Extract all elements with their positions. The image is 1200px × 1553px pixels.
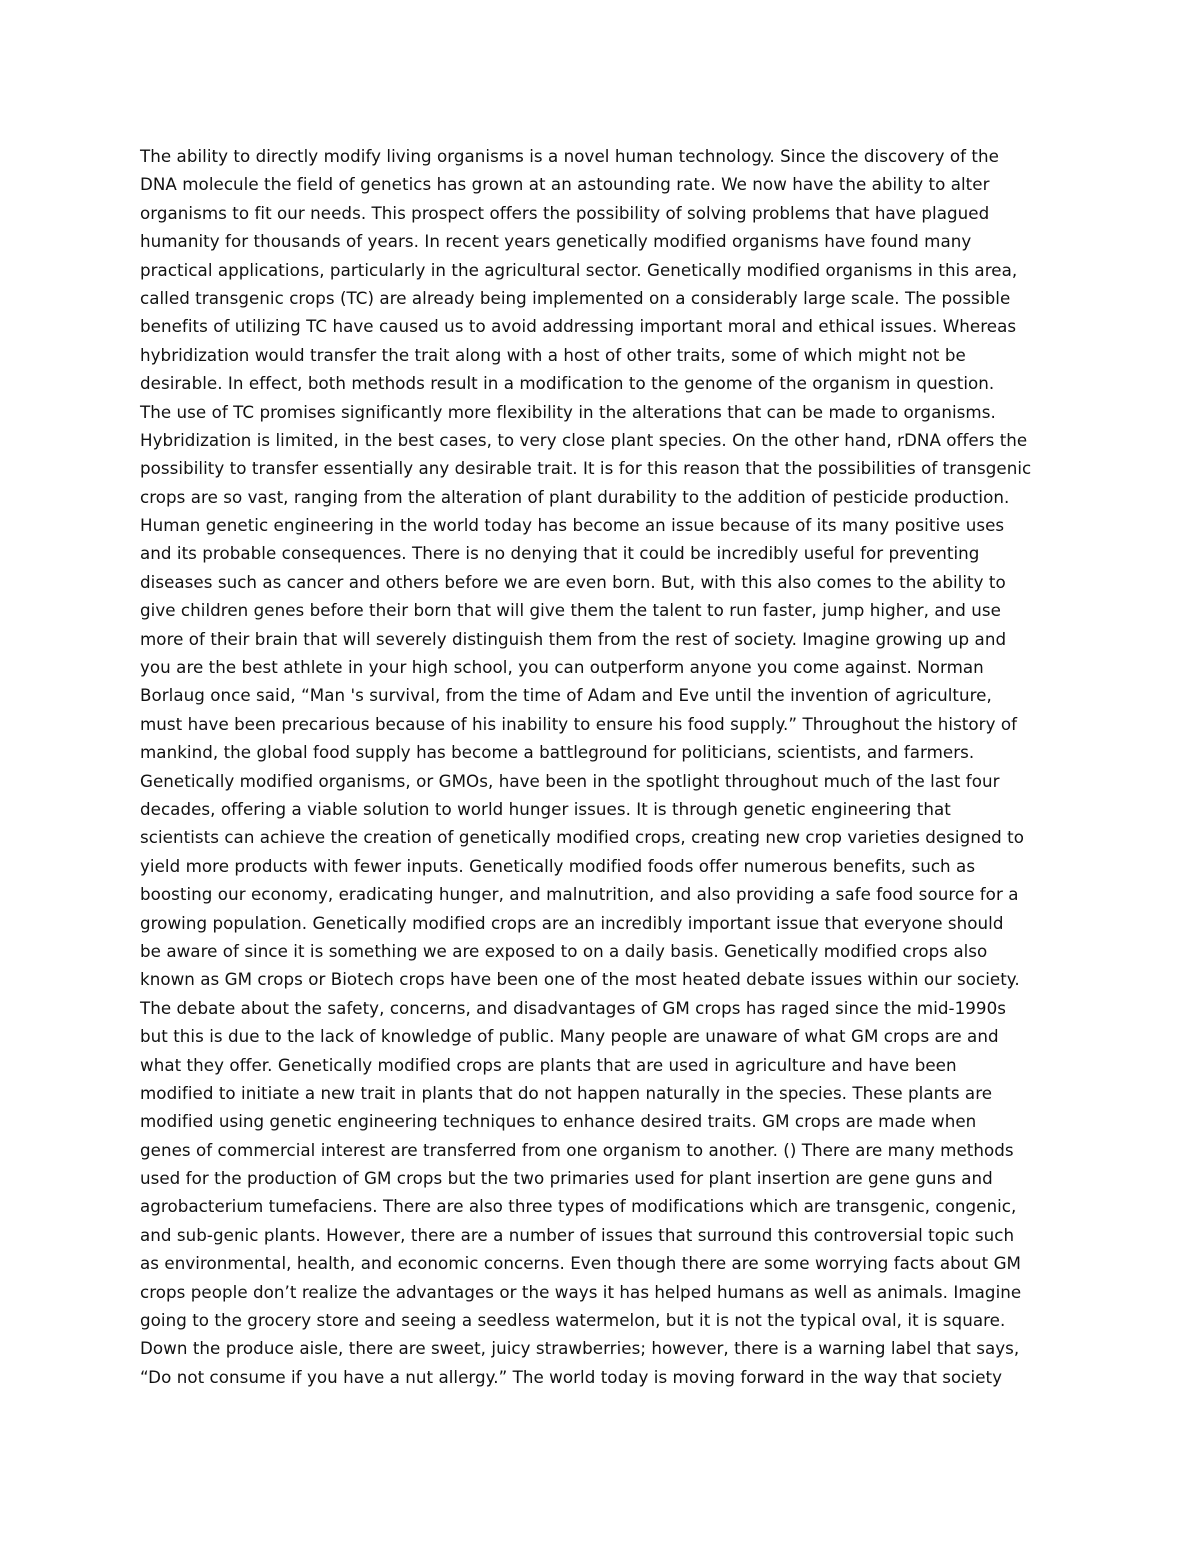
text-line: decades, offering a viable solution to world hunger issues. It is through genetic engineering that — [140, 798, 951, 819]
text-line: used for the production of GM crops but the two primaries used for plant insertion are gene guns and — [140, 1168, 993, 1189]
text-line: agrobacterium tumefaciens. There are also three types of modifications which are transgenic, congenic, — [140, 1196, 1017, 1217]
text-line: hybridization would transfer the trait along with a host of other traits, some of which might not be — [140, 344, 966, 365]
text-line: going to the grocery store and seeing a seedless watermelon, but it is not the typical oval, it is square. — [140, 1310, 1006, 1331]
text-line: called transgenic crops (TC) are already being implemented on a considerably large scale. The possible — [140, 287, 1011, 308]
text-line: Hybridization is limited, in the best cases, to very close plant species. On the other hand, rDNA offers the — [140, 429, 1028, 450]
text-line: “Do not consume if you have a nut allergy.” The world today is moving forward in the way that society — [140, 1366, 1003, 1387]
text-line: Genetically modified organisms, or GMOs, have been in the spotlight throughout much of the last four — [140, 770, 1000, 791]
text-line: desirable. In effect, both methods result in a modification to the genome of the organism in question. — [140, 373, 995, 394]
text-line: possibility to transfer essentially any desirable trait. It is for this reason that the possibilities of transgenic — [140, 458, 1032, 479]
text-line: mankind, the global food supply has become a battleground for politicians, scientists, and farmers. — [140, 742, 975, 763]
text-line: yield more products with fewer inputs. Genetically modified foods offer numerous benefits, such as — [140, 855, 976, 876]
text-line: The debate about the safety, concerns, and disadvantages of GM crops has raged since the mid-1990s — [140, 997, 1007, 1018]
text-line: growing population. Genetically modified crops are an incredibly important issue that everyone should — [140, 912, 1004, 933]
text-line: Down the produce aisle, there are sweet, juicy strawberries; however, there is a warning label that says, — [140, 1338, 1020, 1359]
text-line: more of their brain that will severely distinguish them from the rest of society. Imagine growing up and — [140, 628, 1007, 649]
text-line: modified using genetic engineering techniques to enhance desired traits. GM crops are made when — [140, 1111, 977, 1132]
text-line: you are the best athlete in your high school, you can outperform anyone you come against. Norman — [140, 657, 984, 678]
text-line: benefits of utilizing TC have caused us to avoid addressing important moral and ethical issues. Whereas — [140, 316, 1017, 337]
text-line: organisms to fit our needs. This prospect offers the possibility of solving problems that have plagued — [140, 202, 990, 223]
text-line: crops people don’t realize the advantages or the ways it has helped humans as well as animals. Imagine — [140, 1281, 1022, 1302]
text-line: practical applications, particularly in the agricultural sector. Genetically modified organisms in this area, — [140, 259, 1018, 280]
text-line: and its probable consequences. There is no denying that it could be incredibly useful for preventing — [140, 543, 980, 564]
text-line: boosting our economy, eradicating hunger, and malnutrition, and also providing a safe food source for a — [140, 884, 1019, 905]
text-line: Human genetic engineering in the world today has become an issue because of its many positive uses — [140, 515, 1005, 536]
text-line: give children genes before their born that will give them the talent to run faster, jump higher, and use — [140, 600, 1001, 621]
text-line: known as GM crops or Biotech crops have been one of the most heated debate issues within our society. — [140, 969, 1020, 990]
text-line: must have been precarious because of his inability to ensure his food supply.” Throughout the history of — [140, 713, 1018, 734]
text-line: but this is due to the lack of knowledge of public. Many people are unaware of what GM crops are and — [140, 1026, 999, 1047]
essay-body-text — [140, 142, 1065, 1391]
text-line: as environmental, health, and economic concerns. Even though there are some worrying facts about GM — [140, 1253, 1022, 1274]
text-line: scientists can achieve the creation of genetically modified crops, creating new crop varieties designed to — [140, 827, 1025, 848]
text-line: crops are so vast, ranging from the alteration of plant durability to the addition of pesticide production. — [140, 486, 1010, 507]
text-line: diseases such as cancer and others before we are even born. But, with this also comes to the ability to — [140, 571, 1006, 592]
text-line: what they offer. Genetically modified crops are plants that are used in agriculture and have been — [140, 1054, 957, 1075]
text-line: Borlaug once said, “Man 's survival, from the time of Adam and Eve until the invention of agriculture, — [140, 685, 992, 706]
text-line: modified to initiate a new trait in plants that do not happen naturally in the species. These plants are — [140, 1082, 993, 1103]
text-line: humanity for thousands of years. In recent years genetically modified organisms have found many — [140, 231, 972, 252]
text-line: genes of commercial interest are transferred from one organism to another. () There are many methods — [140, 1139, 1014, 1160]
text-line: be aware of since it is something we are exposed to on a daily basis. Genetically modified crops also — [140, 940, 988, 961]
text-line: and sub-genic plants. However, there are a number of issues that surround this controversial topic such — [140, 1224, 1015, 1245]
text-line: The ability to directly modify living organisms is a novel human technology. Since the discovery of the — [140, 146, 999, 166]
text-line: DNA molecule the field of genetics has grown at an astounding rate. We now have the ability to alter — [140, 174, 990, 195]
text-line: The use of TC promises significantly more flexibility in the alterations that can be made to organisms. — [140, 401, 996, 422]
